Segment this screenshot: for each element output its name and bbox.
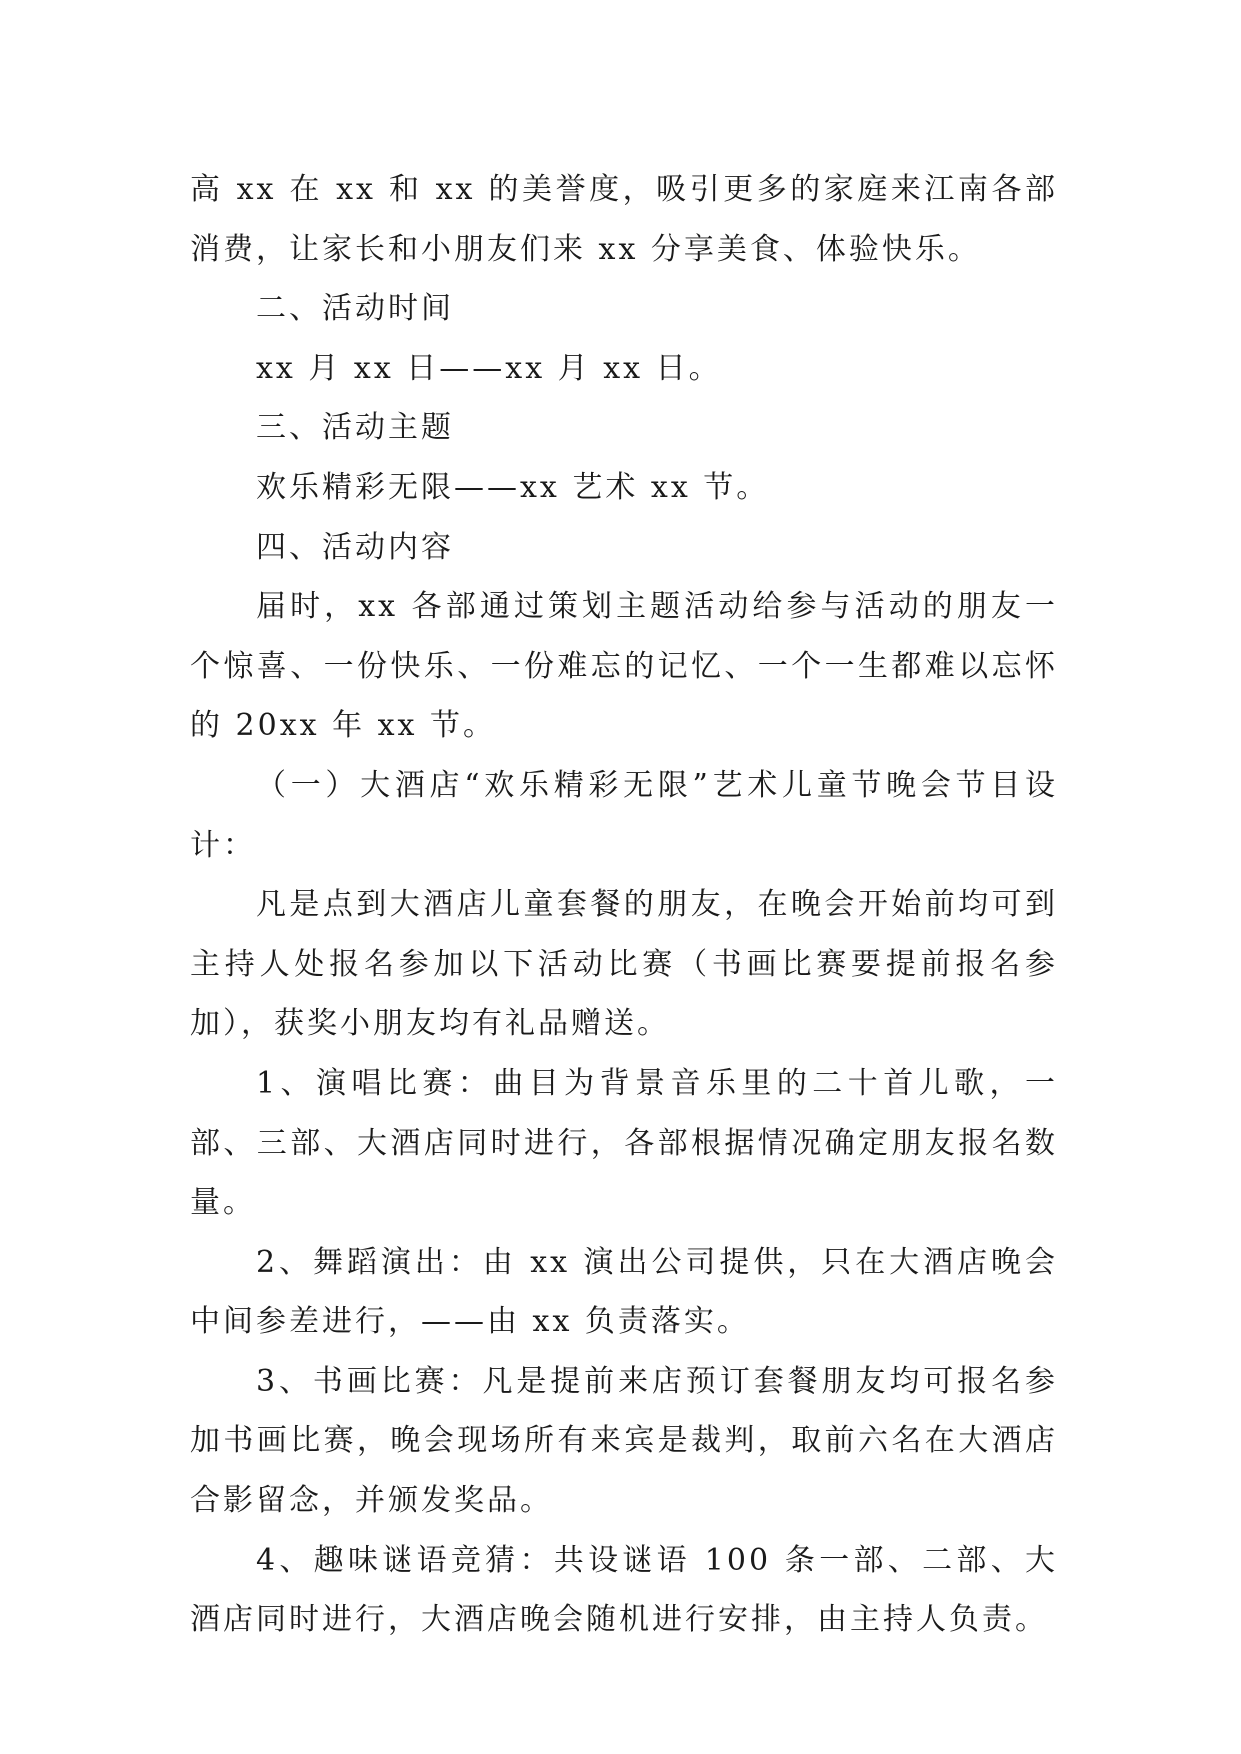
paragraph-content-overview: 届时，xx 各部通过策划主题活动给参与活动的朋友一个惊喜、一份快乐、一份难忘的记忆、一个一生都难以忘怀的 20xx 年 xx 节。 xyxy=(190,589,1058,744)
heading-activity-theme: 三、活动主题 xyxy=(256,410,454,446)
paragraph-intro-continuation: 高 xx 在 xx 和 xx 的美誉度，吸引更多的家庭来江南各部消费，让家长和小朋友们来 xx 分享美食、体验快乐。 xyxy=(190,172,1058,267)
list-item-dance-show: 2、舞蹈演出：由 xx 演出公司提供，只在大酒店晚会中间参差进行，——由 xx 负责落实。 xyxy=(190,1244,1058,1340)
list-item-painting-contest: 3、书画比赛：凡是提前来店预订套餐朋友均可报名参加书画比赛，晚会现场所有来宾是裁判，取前六名在大酒店合影留念，并颁发奖品。 xyxy=(190,1363,1058,1519)
list-item-riddle-game: 4、趣味谜语竞猜：共设谜语 100 条一部、二部、大酒店同时进行，大酒店晚会随机进行安排，由主持人负责。 xyxy=(190,1542,1058,1638)
list-item-singing-contest: 1、演唱比赛：曲目为背景音乐里的二十首儿歌，一部、三部、大酒店同时进行，各部根据情况确定朋友报名数量。 xyxy=(190,1065,1058,1221)
subheading-program-design: （一）大酒店“欢乐精彩无限”艺术儿童节晚会节目设计： xyxy=(190,767,1058,863)
document-body xyxy=(190,160,1058,1650)
paragraph-activity-dates: xx 月 xx 日——xx 月 xx 日。 xyxy=(256,350,722,386)
paragraph-theme-text: 欢乐精彩无限——xx 艺术 xx 节。 xyxy=(256,469,770,505)
heading-activity-content: 四、活动内容 xyxy=(256,529,454,565)
heading-activity-time: 二、活动时间 xyxy=(256,291,454,327)
paragraph-registration: 凡是点到大酒店儿童套餐的朋友，在晚会开始前均可到主持人处报名参加以下活动比赛（书画比赛要提前报名参加），获奖小朋友均有礼品赠送。 xyxy=(190,887,1058,1042)
